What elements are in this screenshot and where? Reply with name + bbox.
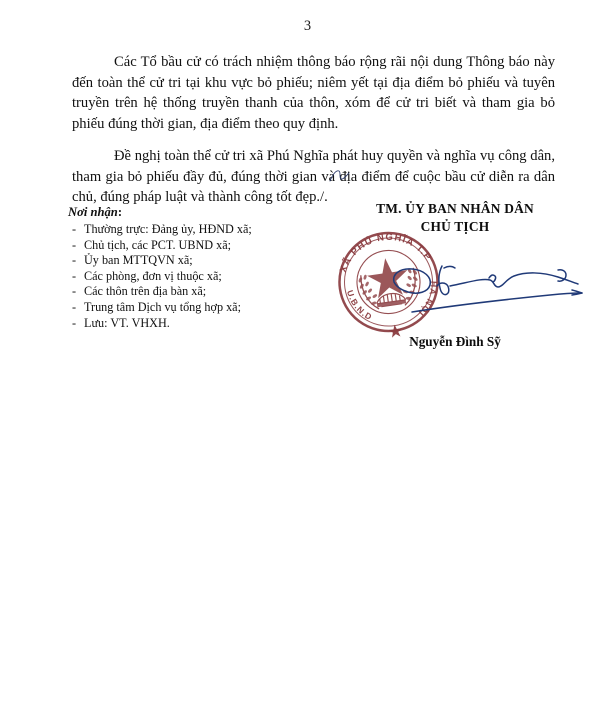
list-dash: - bbox=[72, 237, 77, 252]
recipients-title-label: Nơi nhận bbox=[68, 205, 118, 219]
list-dash: - bbox=[72, 315, 77, 330]
signature-organization: TM. ỦY BAN NHÂN DÂN bbox=[376, 201, 534, 216]
seal-top-text: XÃ PHÚ NGHĨA T.P bbox=[337, 231, 434, 275]
seal-bottom-right-text: HÀ NỘI bbox=[416, 280, 440, 319]
list-item-label: Lưu: VT. VHXH. bbox=[84, 315, 170, 330]
list-item-label: Các phòng, đơn vị thuộc xã; bbox=[84, 268, 222, 283]
ink-flourish-paragraph-icon bbox=[328, 168, 358, 184]
list-item bbox=[68, 316, 298, 332]
list-dash: - bbox=[72, 284, 77, 299]
list-dash: - bbox=[72, 299, 77, 314]
list-item bbox=[68, 284, 298, 300]
document-body bbox=[72, 52, 555, 208]
seal-bottom-left-text: U.B.N.D bbox=[344, 288, 375, 323]
signature-name: Nguyễn Đình Sỹ bbox=[409, 334, 501, 349]
list-dash: - bbox=[72, 222, 77, 236]
list-item-label: Các thôn trên địa bàn xã; bbox=[84, 284, 207, 299]
list-item-label: Chủ tịch, các PCT. UBND xã; bbox=[84, 237, 232, 252]
signature-block bbox=[330, 200, 580, 349]
recipients-title-colon: : bbox=[117, 205, 123, 219]
list-dash: - bbox=[72, 253, 77, 268]
paragraph-1: Các Tổ bầu cử có trách nhiệm thông báo rộng rãi nội dung Thông báo này đến toàn thể cử tri tại khu vực bỏ phiếu; niêm yết tại địa điểm bỏ phiếu và tuyên truyền trên hệ thống truyền thanh của thôn, xóm để cử tri biết và tham gia bỏ phiếu đúng thời gian, địa điểm theo quy định. bbox=[72, 54, 555, 132]
paragraph-spacer bbox=[72, 134, 555, 146]
list-item bbox=[68, 238, 298, 254]
document-footer-area bbox=[0, 200, 615, 370]
list-item-label: Trung tâm Dịch vụ tổng hợp xã; bbox=[84, 299, 241, 314]
handwritten-signature bbox=[390, 244, 590, 324]
list-item bbox=[68, 300, 298, 316]
list-dash: - bbox=[72, 268, 77, 283]
list-item bbox=[68, 253, 298, 269]
paragraph-2: Đề nghị toàn thể cử tri xã Phú Nghĩa phát huy quyền và nghĩa vụ công dân, tham gia bỏ phiếu đầy đủ, đúng thời gian và địa điểm để cuộc bầu cử diễn ra dân chủ, đúng pháp luật và thành công tốt đẹp./. bbox=[72, 148, 555, 205]
list-item-label: Ủy ban MTTQVN xã; bbox=[84, 253, 193, 268]
svg-text:U.B.N.D bbox=[345, 287, 376, 325]
list-item bbox=[68, 269, 298, 285]
page-number: 3 bbox=[303, 18, 312, 34]
list-item bbox=[68, 222, 298, 238]
list-item-label: Thường trực: Đảng ủy, HĐND xã; bbox=[84, 222, 252, 236]
signature-role: CHỦ TỊCH bbox=[420, 219, 490, 234]
recipients-block bbox=[68, 205, 298, 331]
recipients-title bbox=[68, 205, 298, 220]
recipients-list bbox=[68, 222, 298, 331]
